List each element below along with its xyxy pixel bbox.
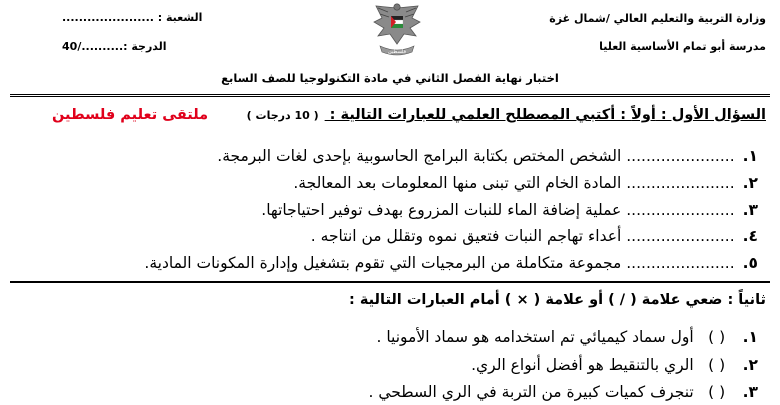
emblem-banner-text: فلسطين bbox=[388, 49, 406, 55]
answer-box: ( ) bbox=[708, 383, 726, 401]
brand-watermark: ملتقى تعليم فلسطين bbox=[52, 107, 209, 123]
q1-item-4: ٤....................... أعداء تهاجم النبات فتعيق نموه وتقلل من انتاجه . bbox=[310, 227, 758, 245]
division-field: الشعبة : ...................... bbox=[62, 11, 203, 24]
school-name: مدرسة أبو تمام الأساسية العليا bbox=[599, 40, 766, 53]
section-divider bbox=[10, 281, 770, 283]
q2-item-2: ٢.( ) الري بالتنقيط هو أفضل أنواع الري. bbox=[471, 356, 758, 374]
grade-field: الدرجة :........../40 bbox=[62, 40, 167, 53]
question1-heading: السؤال الأول : أولاً : أكتبي المصطلح العلمي للعبارات التالية : ( 10 درجات ) bbox=[246, 107, 766, 123]
q2-item-3: ٣.( ) تنجرف كميات كبيرة من التربة في الري السطحي . bbox=[368, 383, 758, 401]
question1-points: ( 10 درجات ) bbox=[246, 109, 319, 122]
q1-item-2: ٢....................... المادة الخام التي تبنى منها المعلومات بعد المعالجة. bbox=[293, 174, 758, 192]
q1-item-5: ٥....................... مجموعة متكاملة من البرمجيات التي تقوم بتشغيل وإدارة المكونات المادية. bbox=[144, 254, 758, 272]
question2-heading: ثانياً : ضعي علامة ( / ) أو علامة ( × ) أمام العبارات التالية : bbox=[349, 292, 766, 308]
exam-title: اختبار نهاية الفصل الثاني في مادة التكنولوجيا للصف السابع bbox=[221, 71, 559, 85]
answer-box: ( ) bbox=[708, 328, 726, 346]
palestine-emblem-logo bbox=[368, 0, 426, 60]
answer-box: ( ) bbox=[708, 356, 726, 374]
q1-item-1: ١....................... الشخص المختص بكتابة البرامج الحاسوبية بإحدى لغات البرمجة. bbox=[217, 147, 758, 165]
header-divider bbox=[10, 94, 770, 97]
ministry-label: وزارة التربية والتعليم العالي /شمال غزة bbox=[549, 12, 766, 25]
q1-item-3: ٣....................... عملية إضافة الماء للنبات المزروع بهدف توفير احتياجاتها. bbox=[261, 201, 758, 219]
q2-item-1: ١.( ) أول سماد كيميائي تم استخدامه هو سماد الأمونيا . bbox=[376, 328, 758, 346]
